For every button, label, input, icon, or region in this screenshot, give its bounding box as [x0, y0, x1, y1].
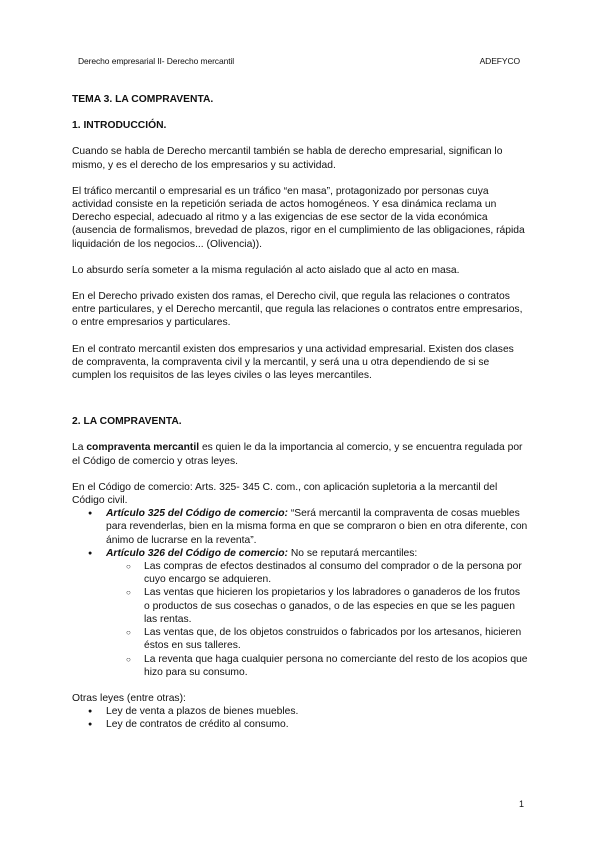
- section-1-paragraph: Lo absurdo sería someter a la misma regulación al acto aislado que al acto en masa.: [72, 264, 460, 276]
- articles-list: [72, 507, 528, 679]
- other-laws-intro: Otras leyes (entre otras):: [72, 692, 186, 704]
- list-item: ● Ley de contratos de crédito al consumo.: [106, 718, 528, 731]
- list-item: [106, 547, 528, 679]
- list-item: ○ Las ventas que, de los objetos construidos o fabricados por los artesanos, hicieren éstos en sus talleres.: [144, 626, 528, 652]
- exclusions-list: [106, 560, 528, 679]
- list-item: ○ Las compras de efectos destinados al consumo del comprador o de la persona por cuyo encargo se adquieren.: [144, 560, 528, 586]
- article-label: Artículo 325 del Código de comercio:: [106, 508, 288, 520]
- document-body: [72, 93, 528, 732]
- list-item: ● Ley de venta a plazos de bienes muebles.: [106, 705, 528, 718]
- text-run: La: [72, 442, 87, 454]
- section-1-heading: 1. INTRODUCCIÓN.: [72, 120, 167, 132]
- article-text: “Será mercantil la compraventa de cosas muebles para revenderlas, bien en la misma forma en que se compraron o bien en otra diferente, con ánimo de lucrarse en la reventa”.: [106, 508, 528, 546]
- section-1-paragraph: Cuando se habla de Derecho mercantil también se habla de derecho empresarial, significan lo mismo, y es el derecho de los empresarios y su actividad.: [72, 146, 503, 171]
- page-header: [78, 56, 520, 66]
- section-2-paragraph: En el Código de comercio: Arts. 325- 345 C. com., con aplicación supletoria a la mercantil del Código civil.: [72, 481, 498, 507]
- page-number: 1: [519, 799, 525, 809]
- header-course: Derecho empresarial II- Derecho mercantil: [78, 56, 235, 66]
- article-text: No se reputará mercantiles:: [287, 547, 418, 559]
- section-1-paragraph: El tráfico mercantil o empresarial es un tráfico “en masa”, protagonizado por personas cuya actividad consiste en la repetición seriada de actos homogéneos. Y esa dinámica reclama un Derecho especial, adecuado al ritmo y a las exigencias de ese sector de la vida económica (ausencia de formalismos, brevedad de plazos, rigor en el cumplimiento de las obligaciones, rápida liquidación de los negocios... (Olivencia)).: [72, 185, 525, 250]
- text-run: es quien le da la importancia al comercio, y se encuentra regulada por el Código de comercio y otras leyes.: [72, 442, 523, 467]
- other-laws-list: [72, 705, 528, 731]
- section-1-paragraph: En el contrato mercantil existen dos empresarios y una actividad empresarial. Existen dos clases de compraventa, la compraventa civil y la mercantil, y será una u otra dependiendo de si se cumplen los requisitos de las leyes civiles o las leyes mercantiles.: [72, 343, 514, 382]
- list-item: ○ La reventa que haga cualquier persona no comerciante del resto de los acopios que hizo para su consumo.: [144, 653, 528, 679]
- section-2-paragraph: [72, 441, 528, 467]
- list-item: [106, 507, 528, 547]
- bold-term: compraventa mercantil: [86, 442, 200, 454]
- article-label: Artículo 326 del Código de comercio:: [106, 547, 288, 559]
- list-item: ○ Las ventas que hicieren los propietarios y los labradores o ganaderos de los frutos o productos de sus cosechas o ganados, o de las especies en que se les paguen las rentas.: [144, 586, 528, 626]
- section-2-heading: 2. LA COMPRAVENTA.: [72, 416, 182, 428]
- section-1-paragraph: En el Derecho privado existen dos ramas, el Derecho civil, que regula las relaciones o contratos entre particulares, y el Derecho mercantil, que regula las relaciones o contratos entre empresarios, o entre empresarios y particulares.: [72, 291, 523, 329]
- document-title: TEMA 3. LA COMPRAVENTA.: [72, 94, 214, 105]
- header-program: ADEFYCO: [479, 56, 520, 66]
